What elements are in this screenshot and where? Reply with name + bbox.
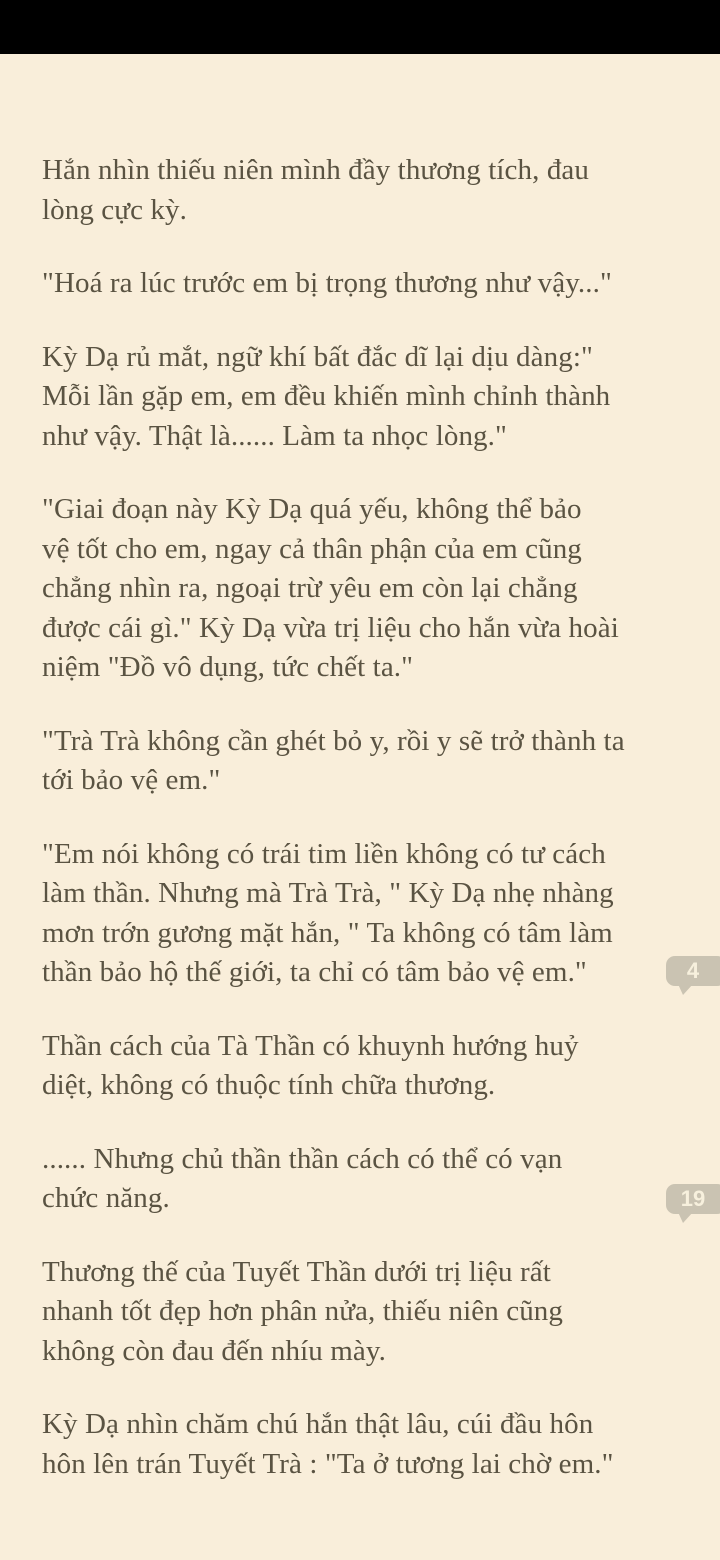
- comment-count-badge[interactable]: [666, 1184, 720, 1214]
- text-line: "Hoá ra lúc trước em bị trọng thương như vậy...": [42, 267, 612, 299]
- text-line: diệt, không có thuộc tính chữa thương.: [42, 1069, 496, 1101]
- speech-bubble-tail-icon: [678, 1212, 693, 1223]
- text-line: như vậy. Thật là...... Làm ta nhọc lòng.": [42, 419, 507, 452]
- text-line: Thần cách của Tà Thần có khuynh hướng huỷ: [42, 1029, 579, 1062]
- text-line: tới bảo vệ em.": [42, 764, 221, 796]
- reader-page[interactable]: [0, 54, 720, 1560]
- paragraph: [42, 722, 684, 801]
- paragraph: [42, 338, 684, 457]
- text-line: "Giai đoạn này Kỳ Dạ quá yếu, không thể bảo: [42, 493, 582, 525]
- comment-count-label: 19: [680, 1186, 706, 1211]
- text-line: không còn đau đến nhíu mày.: [42, 1334, 386, 1367]
- paragraph: [42, 490, 684, 688]
- text-line: vệ tốt cho em, ngay cả thân phận của em cũng: [42, 532, 582, 565]
- text-line: lòng cực kỳ.: [42, 193, 187, 226]
- page-text: [42, 151, 684, 1484]
- text-line: "Em nói không có trái tim liền không có tư cách: [42, 837, 606, 870]
- text-line: chức năng.: [42, 1182, 170, 1214]
- comment-count-label: 4: [686, 958, 700, 983]
- paragraph: [42, 264, 684, 304]
- paragraph: [42, 1405, 684, 1484]
- text-line: ...... Nhưng chủ thần thần cách có thể có vạn: [42, 1142, 563, 1175]
- status-bar: [0, 0, 720, 54]
- paragraph: [42, 1027, 684, 1106]
- text-line: Thương thế của Tuyết Thần dưới trị liệu rất: [42, 1255, 551, 1288]
- text-line: "Trà Trà không cần ghét bỏ y, rồi y sẽ trở thành ta: [42, 724, 625, 757]
- text-line: hôn lên trán Tuyết Trà : "Ta ở tương lai chờ em.": [42, 1447, 614, 1480]
- text-line: Kỳ Dạ nhìn chăm chú hắn thật lâu, cúi đầu hôn: [42, 1408, 594, 1440]
- paragraph: [42, 1140, 684, 1219]
- text-line: thần bảo hộ thế giới, ta chỉ có tâm bảo vệ em.": [42, 956, 587, 988]
- speech-bubble-tail-icon: [678, 984, 693, 995]
- text-line: chẳng nhìn ra, ngoại trừ yêu em còn lại chẳng: [42, 572, 578, 604]
- text-line: được cái gì." Kỳ Dạ vừa trị liệu cho hắn vừa hoài: [42, 611, 619, 644]
- text-line: Kỳ Dạ rủ mắt, ngữ khí bất đắc dĩ lại dịu dàng:": [42, 340, 593, 373]
- paragraph: [42, 151, 684, 230]
- text-line: Mỗi lần gặp em, em đều khiến mình chỉnh thành: [42, 380, 611, 412]
- paragraph: [42, 835, 684, 993]
- text-line: nhanh tốt đẹp hơn phân nửa, thiếu niên cũng: [42, 1295, 563, 1327]
- comment-count-badge[interactable]: [666, 956, 720, 986]
- text-line: làm thần. Nhưng mà Trà Trà, " Kỳ Dạ nhẹ nhàng: [42, 877, 614, 909]
- paragraph: [42, 1253, 684, 1372]
- text-line: Hắn nhìn thiếu niên mình đầy thương tích, đau: [42, 154, 589, 186]
- text-line: mơn trớn gương mặt hắn, " Ta không có tâm làm: [42, 916, 613, 949]
- text-line: niệm "Đồ vô dụng, tức chết ta.": [42, 651, 414, 683]
